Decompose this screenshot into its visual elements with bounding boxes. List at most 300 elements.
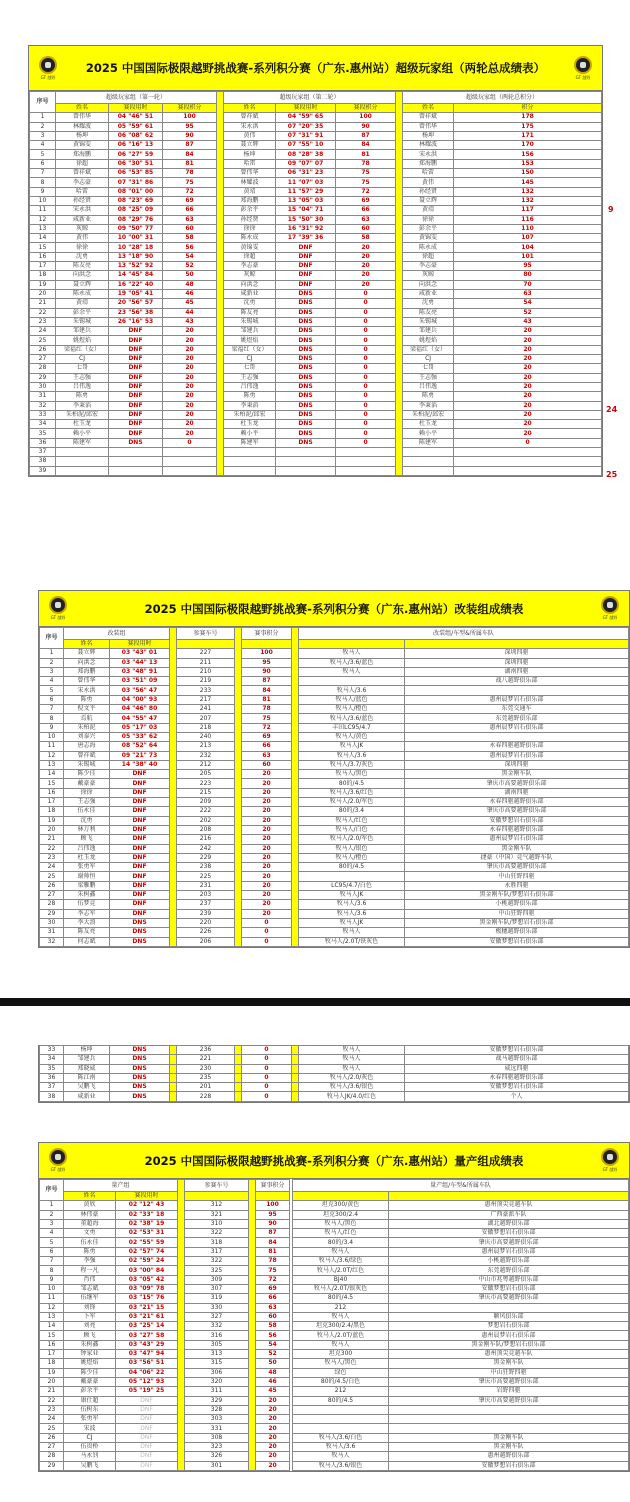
model-cell: 牧马人/3.6	[299, 686, 405, 695]
team-cell: 深圳四驱	[405, 760, 629, 769]
model-cell: 牧马人JK	[299, 742, 405, 751]
total-name-cell: 黄伟	[403, 178, 454, 187]
total-name-cell: 孙经贤	[403, 187, 454, 196]
r2-time-cell: DNS	[276, 336, 336, 345]
points-cell: 63	[256, 1303, 290, 1312]
sheet2-title: 2025 中国国际极限越野挑战赛-系列积分赛（广东.惠州站）改装组成绩表	[144, 601, 524, 616]
model-cell: LC95/4.7/白色	[299, 881, 405, 890]
total-header: 超级玩家组（两轮总积分）	[403, 92, 602, 104]
table-row	[40, 695, 629, 704]
r1-name-cell: 曾伟华	[56, 113, 109, 122]
name-cell: 杨坤	[64, 1046, 110, 1055]
model-cell: 牧马人/3.6	[299, 900, 405, 909]
points-cell: 48	[256, 1368, 290, 1377]
seq-cell: 26	[40, 881, 64, 890]
seq-cell: 22	[40, 1396, 64, 1405]
model-cell: 牧马人/2.0T/银灰色	[293, 1284, 389, 1293]
r1-time-cell: 19 "05" 41	[109, 289, 163, 298]
team-cell	[389, 1405, 629, 1414]
car-number-cell: 241	[177, 705, 235, 714]
time-cell: DNF	[110, 816, 170, 825]
r1-time-cell: 08 "25" 09	[109, 206, 163, 215]
r2-name-cell: 姚煜焰	[224, 336, 276, 345]
r2-name-cell: 赖小平	[224, 429, 276, 438]
r2-name-cell: 杜玉龙	[224, 420, 276, 429]
table-row	[40, 1294, 629, 1303]
model-cell: 80的/4.5	[299, 863, 405, 872]
car-number-cell: 202	[177, 816, 235, 825]
total-name-cell: 黄锦雯	[403, 234, 454, 243]
r1-time-cell: DNS	[109, 438, 163, 447]
seq-header: 序号	[30, 92, 56, 113]
name-cell: 朱柏泥	[64, 723, 110, 732]
model-cell: 牧马人	[293, 1340, 389, 1349]
r2-name-cell: 郑海鹏	[224, 196, 276, 205]
time-cell: DNF	[116, 1424, 178, 1433]
table-row	[30, 308, 602, 317]
r1-name-header: 姓名	[56, 104, 109, 113]
r1-points-cell: 90	[163, 131, 217, 140]
car-number-cell: 205	[177, 770, 235, 779]
name-cell: 邹建兵	[64, 1055, 110, 1064]
r1-time-cell: DNF	[109, 401, 163, 410]
name-cell: 郑海鹏	[64, 667, 110, 676]
total-name-cell	[403, 447, 454, 456]
total-name-cell	[403, 466, 454, 475]
points-cell: 56	[256, 1331, 290, 1340]
r1-points-cell: 20	[163, 429, 217, 438]
seq-cell: 22	[30, 308, 56, 317]
sheet3-title: 2025 中国国际极限越野挑战赛-系列积分赛（广东.惠州站）量产组成绩表	[144, 1153, 524, 1168]
table-row	[40, 742, 629, 751]
points-cell: 20	[242, 891, 292, 900]
r2-time-cell	[276, 457, 336, 466]
points-cell: 52	[256, 1350, 290, 1359]
time-cell: 02 "38" 19	[116, 1219, 178, 1228]
r2-points-cell: 69	[336, 196, 396, 205]
name-cell: 咸新业	[64, 1092, 110, 1101]
r1-points-cell	[163, 466, 217, 475]
team-cell: 惠州顶尖竞越车队	[389, 1350, 629, 1359]
r1-time-cell: 10 "28" 18	[109, 243, 163, 252]
r2-time-cell: 09 "07" 07	[276, 159, 336, 168]
r1-points-cell: 50	[163, 271, 217, 280]
r1-time-cell: DNF	[109, 392, 163, 401]
points-cell: 60	[256, 1312, 290, 1321]
table-row	[30, 401, 602, 410]
name-cell: 卜军	[64, 1312, 116, 1321]
r1-time-cell: DNF	[109, 420, 163, 429]
table-row	[40, 1219, 629, 1228]
r2-name-cell	[224, 447, 276, 456]
car-number-header: 参赛车号	[177, 628, 235, 640]
seq-cell: 30	[40, 918, 64, 927]
r1-name-cell: 徐徐	[56, 243, 109, 252]
r1-name-cell: 赖小平	[56, 429, 109, 438]
seq-cell: 13	[30, 224, 56, 233]
points-cell: 20	[242, 770, 292, 779]
table-row	[40, 770, 629, 779]
car-number-cell: 227	[177, 649, 235, 658]
points-cell: 75	[256, 1266, 290, 1275]
r2-name-cell: 黄靖	[224, 187, 276, 196]
r1-points-cell: 100	[163, 113, 217, 122]
seq-cell: 6	[40, 695, 64, 704]
seq-cell: 24	[30, 327, 56, 336]
seq-cell: 8	[40, 714, 64, 723]
r2-points-cell: 20	[336, 262, 396, 271]
r1-points-cell: 84	[163, 150, 217, 159]
total-name-cell: 灰鲸	[403, 271, 454, 280]
model-cell: 牧马人/3.7/灰色	[299, 760, 405, 769]
r1-time-cell: 26 "16" 53	[109, 317, 163, 326]
r1-time-cell: 06 "53" 85	[109, 169, 163, 178]
total-name-cell: 朱锡城	[403, 317, 454, 326]
r2-name-cell: 黄锦雯	[224, 243, 276, 252]
time-cell: DNS	[110, 1073, 170, 1082]
time-cell: 03 "48" 91	[110, 667, 170, 676]
r1-name-cell	[56, 457, 109, 466]
car-number-cell: 229	[177, 853, 235, 862]
r2-points-cell: 81	[336, 150, 396, 159]
r1-time-cell: DNF	[109, 355, 163, 364]
table-row	[40, 1046, 629, 1055]
r2-time-cell: 17 "39" 36	[276, 234, 336, 243]
seq-cell: 18	[40, 807, 64, 816]
name-cell: 王志强	[64, 798, 110, 807]
time-cell: 03 "25" 14	[116, 1322, 178, 1331]
points-cell: 100	[242, 649, 292, 658]
r1-name-cell: 徐超	[56, 159, 109, 168]
car-number-cell: 318	[185, 1238, 249, 1247]
page-divider	[0, 998, 630, 1006]
seq-cell: 11	[40, 1294, 64, 1303]
seq-cell: 1	[30, 113, 56, 122]
r1-name-cell: 聂立辉	[56, 280, 109, 289]
team-cell: 极穗越野俱乐部	[405, 928, 629, 937]
team-cell: 永春四驱越野俱乐部	[405, 1073, 629, 1082]
time-cell: 03 "44" 13	[110, 658, 170, 667]
margin-note: 25	[606, 470, 618, 479]
r2-points-cell: 66	[336, 206, 396, 215]
r2-name-cell: 徐超	[224, 252, 276, 261]
name-cell: 戴豪豪	[64, 1377, 116, 1386]
points-cell: 20	[242, 853, 292, 862]
name-cell: 焉航	[64, 714, 110, 723]
group-header: 量产组	[64, 1180, 178, 1192]
r2-time-cell: DNS	[276, 289, 336, 298]
table-row	[40, 798, 629, 807]
total-points-cell: 101	[454, 252, 602, 261]
r2-points-cell: 84	[336, 141, 396, 150]
gt-logo-left: GT 越野	[35, 56, 61, 81]
points-cell: 0	[242, 1083, 292, 1092]
name-cell: 陈少佳	[64, 1368, 116, 1377]
r2-points-cell: 0	[336, 345, 396, 354]
points-cell: 100	[256, 1201, 290, 1210]
seq-cell: 26	[30, 345, 56, 354]
r2-name-cell: 杨坤	[224, 150, 276, 159]
r2-name-cell	[224, 457, 276, 466]
name-cell: 伍永佳	[64, 807, 110, 816]
name-cell: 朱锡城	[64, 760, 110, 769]
car-number-cell: 308	[185, 1433, 249, 1442]
r1-name-cell: 黄伟	[56, 234, 109, 243]
sheet3-table	[39, 1179, 629, 1471]
seq-cell: 6	[40, 1247, 64, 1256]
r2-time-cell: 07 "31" 91	[276, 131, 336, 140]
total-points-cell: 104	[454, 243, 602, 252]
table-row	[40, 1350, 629, 1359]
points-cell: 20	[256, 1433, 290, 1442]
seq-cell: 31	[30, 392, 56, 401]
seq-cell: 32	[40, 937, 64, 946]
time-cell: DNF	[116, 1396, 178, 1405]
table-row	[40, 788, 629, 797]
r2-name-cell: 李秉滔	[224, 401, 276, 410]
table-row	[40, 1340, 629, 1349]
points-cell: 20	[242, 844, 292, 853]
name-cell: 伍继军	[64, 1294, 116, 1303]
table-row	[40, 825, 629, 834]
total-points-cell: 150	[454, 169, 602, 178]
total-name-cell: 陈永成	[403, 243, 454, 252]
model-cell: 牧马人/3.6	[299, 751, 405, 760]
table-row	[40, 1073, 629, 1082]
team-cell: 梦想岩石俱乐部	[389, 1322, 629, 1331]
time-cell: 04 "46" 80	[110, 705, 170, 714]
r2-points-header: 赛段积分	[336, 104, 396, 113]
table-row	[30, 447, 602, 456]
r2-time-cell: 15 "04" 71	[276, 206, 336, 215]
time-header: 赛段用时	[116, 1192, 178, 1201]
r1-name-cell	[56, 447, 109, 456]
r2-name-cell: 灰鲸	[224, 271, 276, 280]
r1-name-cell: 朱柏泥/邱宏	[56, 410, 109, 419]
r2-points-cell: 0	[336, 392, 396, 401]
points-cell: 20	[256, 1452, 290, 1461]
team-cell: 湖北越野俱乐部	[389, 1219, 629, 1228]
name-cell: 刘泰兴	[64, 732, 110, 741]
total-name-cell: 赖小平	[403, 429, 454, 438]
points-cell: 20	[256, 1396, 290, 1405]
seq-cell: 23	[30, 317, 56, 326]
r2-points-cell: 0	[336, 336, 396, 345]
name-cell: 徐徐	[64, 788, 110, 797]
table-row	[40, 1247, 629, 1256]
car-number-cell: 327	[185, 1312, 249, 1321]
model-cell: 牧马人/2.0/军色	[299, 835, 405, 844]
name-cell: 康仕超	[64, 1396, 116, 1405]
group-header: 改装组	[64, 628, 170, 640]
r1-time-cell: DNF	[109, 373, 163, 382]
team-cell: 安徽梦想岩石俱乐部	[405, 1083, 629, 1092]
team-cell: 深圳四驱	[405, 658, 629, 667]
r2-time-cell: DNS	[276, 382, 336, 391]
total-points-cell: 153	[454, 159, 602, 168]
r2-name-cell: 黄伟	[224, 131, 276, 140]
r2-points-cell: 20	[336, 271, 396, 280]
model-cell: 牧马人/橙色	[299, 705, 405, 714]
seq-cell: 31	[40, 928, 64, 937]
team-cell: 中山狂野四驱	[405, 872, 629, 881]
table-row	[40, 1387, 629, 1396]
model-cell: 牧马人/3.6/绿色	[293, 1257, 389, 1266]
name-cell: 梁雁鹏	[64, 881, 110, 890]
total-points-cell: 70	[454, 280, 602, 289]
r2-time-cell: DNS	[276, 317, 336, 326]
r2-points-cell: 0	[336, 429, 396, 438]
total-name-cell: CJ	[403, 355, 454, 364]
seq-cell: 34	[30, 420, 56, 429]
r2-time-cell: DNS	[276, 420, 336, 429]
name-cell: 朱树鑫	[64, 1340, 116, 1349]
model-cell: 坦克300/黄色	[293, 1201, 389, 1210]
r2-points-cell: 75	[336, 178, 396, 187]
time-cell: DNS	[110, 1092, 170, 1101]
r2-points-cell: 90	[336, 122, 396, 131]
name-cell: 陈勇	[64, 695, 110, 704]
time-cell: 05 "33" 62	[110, 732, 170, 741]
seq-cell: 15	[40, 779, 64, 788]
r1-points-cell: 72	[163, 187, 217, 196]
team-cell: 黑金刚车队/梦想岩石俱乐部	[389, 1340, 629, 1349]
margin-note: 9	[608, 205, 614, 214]
seq-cell: 6	[30, 159, 56, 168]
table-row	[30, 289, 602, 298]
total-name-cell: 邹建兵	[403, 327, 454, 336]
seq-cell: 33	[30, 410, 56, 419]
seq-cell: 35	[30, 429, 56, 438]
r1-time-cell	[109, 447, 163, 456]
total-name-cell: 陈友亮	[403, 308, 454, 317]
points-cell: 20	[256, 1461, 290, 1470]
r1-name-cell: 七哥	[56, 364, 109, 373]
r2-points-cell: 63	[336, 215, 396, 224]
table-row	[40, 918, 629, 927]
table-row	[30, 215, 602, 224]
seq-cell: 1	[40, 649, 64, 658]
time-cell: 09 "21" 73	[110, 751, 170, 760]
team-cell: 肇庆市高要越野俱乐部	[389, 1377, 629, 1386]
team-cell: 肇庆市高要越野俱乐部	[389, 1396, 629, 1405]
table-row	[40, 1266, 629, 1275]
r1-time-cell: 06 "16" 13	[109, 141, 163, 150]
model-cell: 牧马人	[293, 1247, 389, 1256]
car-number-cell: 203	[177, 891, 235, 900]
model-cell: 牧马人/2.0T/蓝色	[293, 1331, 389, 1340]
name-cell: 林伟豪	[64, 1210, 116, 1219]
points-cell: 20	[256, 1424, 290, 1433]
points-cell: 20	[242, 863, 292, 872]
points-cell: 50	[256, 1359, 290, 1368]
team-cell: 黑金刚车队	[405, 844, 629, 853]
time-cell: 08 "52" 64	[110, 742, 170, 751]
table-row	[30, 159, 602, 168]
r1-points-cell: 20	[163, 420, 217, 429]
model-cell: 牧马人/黄色	[299, 732, 405, 741]
car-number-cell: 307	[185, 1284, 249, 1293]
r1-time-cell: DNF	[109, 345, 163, 354]
r1-name-cell: 杜玉龙	[56, 420, 109, 429]
time-cell: 03 "56" 51	[116, 1359, 178, 1368]
team-cell: 永春四驱越野俱乐部	[405, 742, 629, 751]
time-cell: 03 "21" 15	[116, 1303, 178, 1312]
car-number-cell: 306	[185, 1368, 249, 1377]
table-row	[40, 891, 629, 900]
r1-points-cell: 44	[163, 308, 217, 317]
name-header: 姓名	[64, 640, 110, 649]
car-number-cell: 326	[185, 1452, 249, 1461]
total-name-cell: 杨坤	[403, 131, 454, 140]
r2-time-cell: DNF	[276, 271, 336, 280]
table-row	[30, 271, 602, 280]
r1-name-cell: 姚煜焰	[56, 336, 109, 345]
car-number-cell: 221	[177, 1055, 235, 1064]
table-row	[30, 438, 602, 447]
seq-cell: 17	[40, 798, 64, 807]
r1-time-cell: DNF	[109, 429, 163, 438]
r1-time-cell: DNF	[109, 410, 163, 419]
points-cell: 54	[256, 1340, 290, 1349]
total-name-cell: 彭余平	[403, 224, 454, 233]
seq-cell: 18	[30, 271, 56, 280]
total-points-cell: 20	[454, 364, 602, 373]
points-cell: 95	[242, 658, 292, 667]
seq-cell: 3	[30, 131, 56, 140]
r2-name-header: 姓名	[224, 104, 276, 113]
table-row	[30, 345, 602, 354]
sheet2-title-bar	[39, 591, 629, 627]
total-name-cell: 梁福红（女）	[403, 345, 454, 354]
car-number-cell: 313	[185, 1350, 249, 1359]
table-row	[40, 1201, 629, 1210]
r2-name-cell: 陈友亮	[224, 308, 276, 317]
seq-cell: 28	[30, 364, 56, 373]
total-points-header: 积分	[454, 104, 602, 113]
table-row	[30, 224, 602, 233]
model-cell: 牧马人/3.6/蓝色	[299, 658, 405, 667]
r2-name-cell: 向洪念	[224, 280, 276, 289]
team-cell: 肇庆市高要越野俱乐部	[405, 863, 629, 872]
total-points-cell: 20	[454, 373, 602, 382]
table-row	[40, 1257, 629, 1266]
total-name-cell: 吕伟逸	[403, 382, 454, 391]
car-number-cell: 332	[185, 1322, 249, 1331]
car-number-cell: 319	[185, 1294, 249, 1303]
points-cell: 20	[256, 1443, 290, 1452]
table-row	[30, 457, 602, 466]
r2-name-cell: 陈建军	[224, 438, 276, 447]
total-points-cell: 20	[454, 410, 602, 419]
r1-points-cell	[163, 447, 217, 456]
r2-name-cell: 王志强	[224, 373, 276, 382]
r1-time-cell: DNF	[109, 364, 163, 373]
car-number-cell: 207	[177, 714, 235, 723]
r1-points-cell: 58	[163, 234, 217, 243]
model-cell: 牧马人	[299, 928, 405, 937]
r2-time-cell: DNS	[276, 438, 336, 447]
points-cell: 69	[242, 732, 292, 741]
name-cell: 沈勇	[64, 816, 110, 825]
team-cell: 中山狂野四驱	[389, 1368, 629, 1377]
model-cell: 丰田LC95/4.7	[299, 723, 405, 732]
name-cell: CJ	[64, 1433, 116, 1442]
table-row	[40, 1284, 629, 1293]
car-number-cell: 220	[177, 918, 235, 927]
r2-time-cell: 16 "31" 92	[276, 224, 336, 233]
model-cell	[293, 1405, 389, 1414]
